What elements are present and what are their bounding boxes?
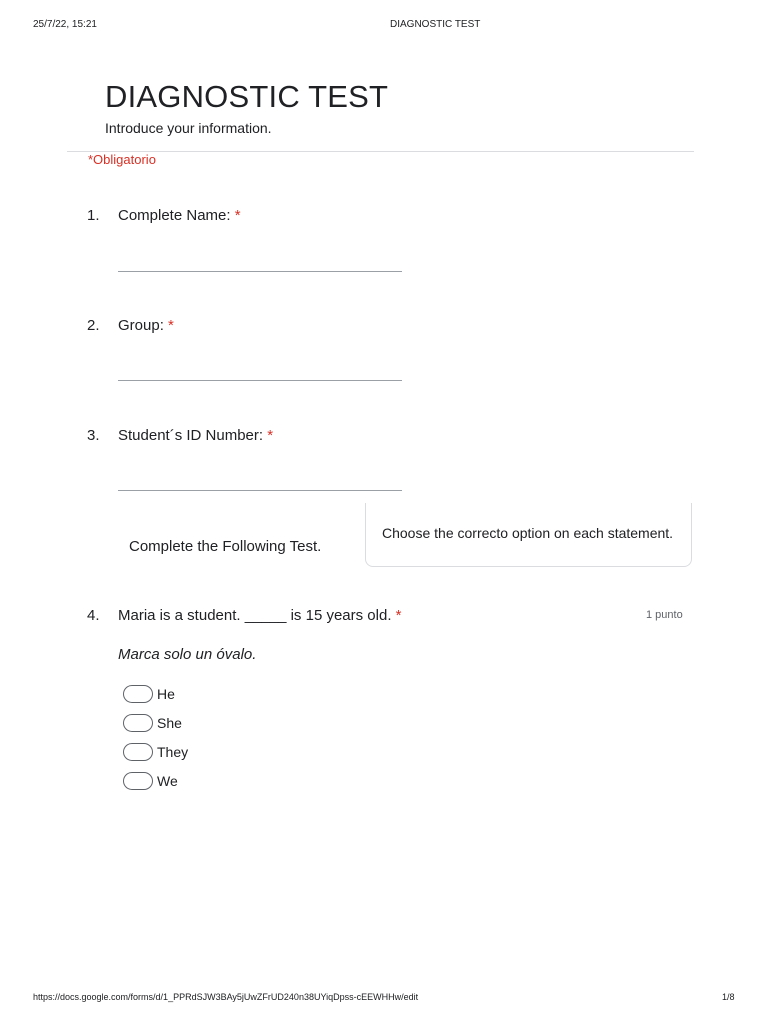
question-points: 1 punto <box>646 609 683 621</box>
question-4-label <box>118 607 402 624</box>
print-datetime: 25/7/22, 15:21 <box>33 19 97 30</box>
question-number: 4. <box>87 607 100 624</box>
form-description: Introduce your information. <box>105 120 272 136</box>
question-number: 3. <box>87 427 100 444</box>
question-text: Complete Name: <box>118 207 231 224</box>
required-star: * <box>267 427 274 444</box>
question-text: Student´s ID Number: <box>118 427 264 444</box>
question-text: Group: <box>118 317 164 334</box>
form-title: DIAGNOSTIC TEST <box>105 79 389 114</box>
question-number: 2. <box>87 317 100 334</box>
required-star: * <box>234 207 241 224</box>
question-text: Maria is a student. _____ is 15 years old. <box>118 607 392 624</box>
option-he-radio[interactable] <box>123 685 153 703</box>
option-she-label[interactable]: She <box>157 715 182 731</box>
header-divider <box>67 151 694 152</box>
required-note: *Obligatorio <box>88 152 156 167</box>
question-hint: Marca solo un óvalo. <box>118 646 257 663</box>
question-2-label <box>118 317 174 334</box>
print-url: https://docs.google.com/forms/d/1_PPRdSJW3BAy5jUwZFrUD240n38UYiqDpss-cEEWHHw/edit <box>33 992 419 1002</box>
option-we-label[interactable]: We <box>157 773 178 789</box>
print-doc-title: DIAGNOSTIC TEST <box>390 19 481 30</box>
option-she-radio[interactable] <box>123 714 153 732</box>
required-star: * <box>168 317 174 334</box>
option-we-radio[interactable] <box>123 772 153 790</box>
group-input[interactable] <box>118 380 402 381</box>
option-he-label[interactable]: He <box>157 686 175 702</box>
question-1-label <box>118 207 241 224</box>
complete-name-input[interactable] <box>118 271 402 272</box>
option-they-label[interactable]: They <box>157 744 189 760</box>
section-title: Complete the Following Test. <box>129 538 322 555</box>
question-number: 1. <box>87 207 100 224</box>
print-page-number: 1/8 <box>722 992 735 1002</box>
question-3-label <box>118 427 273 444</box>
section-description: Choose the correcto option on each statement. <box>382 525 674 541</box>
required-star: * <box>395 607 402 624</box>
student-id-input[interactable] <box>118 490 402 491</box>
option-they-radio[interactable] <box>123 743 153 761</box>
